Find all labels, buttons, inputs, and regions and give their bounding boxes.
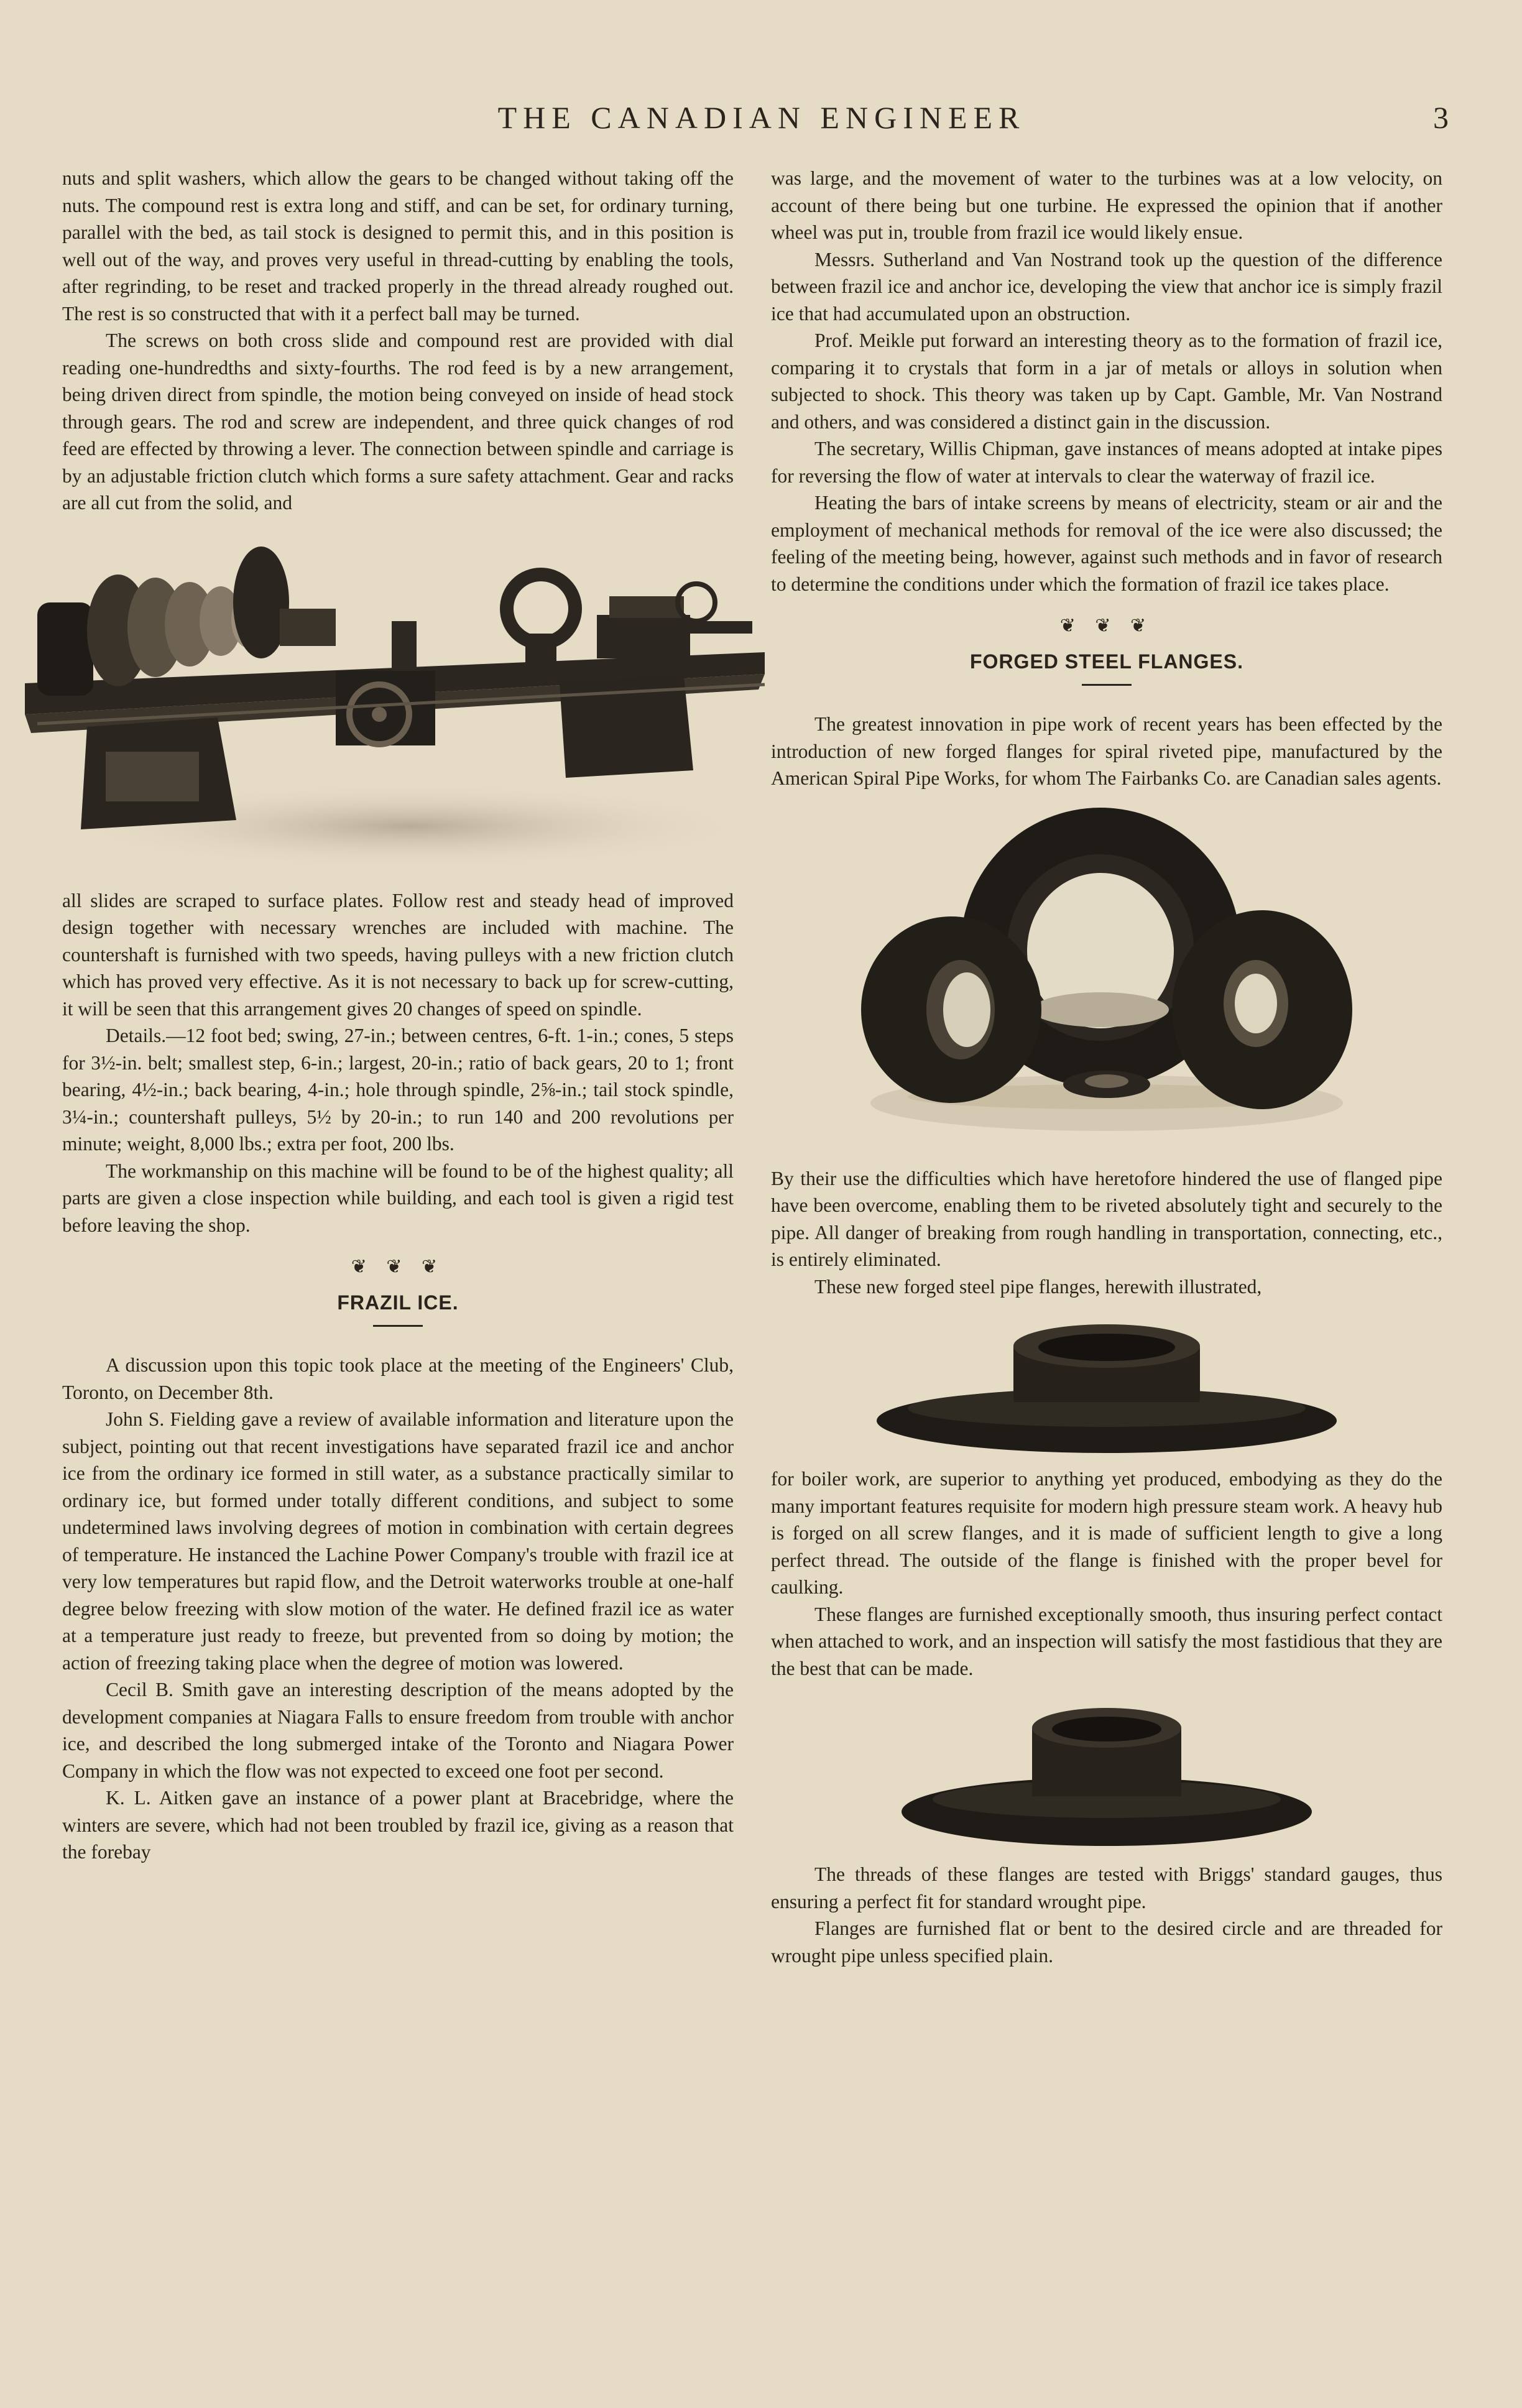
right-column [771,165,1442,1969]
flanges-paragraph-7: Flanges are furnished flat or bent to the desired circle and are threaded for wrought pipe unless specified plain. [771,1917,1442,1967]
bent-flange-illustration [889,1697,1324,1852]
frazil-paragraph-2: John S. Fielding gave a review of available information and literature upon the subject, pointing out that recent investigations have separated frazil ice and anchor ice from the ordinary ice formed in still water, as a substance practically similar to ordinary ice, but formed under totally different conditions, and subject to some undetermined laws involving degrees of motion in combination with certain degrees of temperature. He instanced the Lachine Power Company's trouble with frazil ice at very low temperatures but rapid flow, and the Detroit waterworks trouble at one-half degree below freezing with slow motion of the water. He defined frazil ice as water at a temperature just ready to freeze, but prevented from so doing by motion; the action of freezing taking place when the degree of motion was lowered. [62,1408,734,1674]
flange-group-illustration [852,805,1362,1153]
lathe-paragraph-2: The screws on both cross slide and compound rest are provided with dial reading one-hundredths and sixty-fourths. The rod feed is by a new arrangement, being driven direct from spindle, the motion being conveyed on inside of head stock through gears. The rod and screw are independent, and three quick changes of rod feed are effected by throwing a lever. The connection between spindle and carriage is by an adjustable friction clutch which forms a sure safety attachment. Gear and racks are all cut from the solid, and [62,330,734,514]
frazil-paragraph-8: The secretary, Willis Chipman, gave instances of means adopted at intake pipes for reversing the flow of water at intervals to clear the waterway of frazil ice. [771,438,1442,487]
left-column [62,165,734,1866]
page-header [62,99,1461,143]
flanges-paragraph-1: The greatest innovation in pipe work of recent years has been effected by the introduction of new forged flanges for spiral riveted pipe, manufactured by the American Spiral Pipe Works, for whom The Fairbanks Co. are Canadian sales agents. [771,713,1442,789]
frazil-paragraph-4: K. L. Aitken gave an instance of a power plant at Bracebridge, where the winters are severe, which had not been troubled by frazil ice, giving as a reason that the forebay [62,1787,734,1863]
lathe-paragraph-5: The workmanship on this machine will be found to be of the highest quality; all parts are given a close inspection while building, and each tool is given a rigid test before leaving the shop. [62,1160,734,1236]
section-ornament: ❦ ❦ ❦ [351,1257,445,1277]
frazil-paragraph-9: Heating the bars of intake screens by means of electricity, steam or air and the employment of mechanical methods for removal of the ice were also discussed; the feeling of the meeting being, however, against such methods and in favor of research to determine the conditions under which the formation of frazil ice takes place. [771,492,1442,595]
frazil-paragraph-7: Prof. Meikle put forward an interesting theory as to the formation of frazil ice, comparing it to crystals that form in a jar of metals or alloys in solution when subjected to shock. This theory was taken up by Capt. Gamble, Mr. Van Nostrand and others, and was considered a distinct gain in the discussion. [771,330,1442,433]
lathe-paragraph-3: all slides are scraped to surface plates. Follow rest and steady head of improved design together with necessary wrenches are included with machine. The countershaft is furnished with two speeds, having pulleys with a new friction clutch which has proved very effective. As it is not necessary to back up for screw-cutting, it will be seen that this arrangement gives 20 changes of speed on spindle. [62,889,734,1020]
flanges-paragraph-4: for boiler work, are superior to anything yet produced, embodying as they do the many important features requisite for modern high pressure steam work. A heavy hub is forged on all screw flanges, and it is made of sufficient length to give a long perfect thread. The outside of the flange is finished with the proper bevel for caulking. [771,1468,1442,1598]
heading-rule [1082,684,1132,686]
page-number: 3 [1433,100,1449,135]
frazil-paragraph-3: Cecil B. Smith gave an interesting description of the means adopted by the development companies at Niagara Falls to ensure freedom from trouble with anchor ice, and described the long submerged intake of the Toronto and Niagara Power Company in which the flow was not expected to exceed one foot per second. [62,1679,734,1782]
journal-title: THE CANADIAN ENGINEER [497,100,1026,135]
forged-steel-flanges-heading: FORGED STEEL FLANGES. [970,650,1243,673]
flanges-paragraph-6: The threads of these flanges are tested with Briggs' standard gauges, thus ensuring a perfect fit for standard wrought pipe. [771,1863,1442,1912]
flanges-paragraph-5: These flanges are furnished exceptionally smooth, thus insuring perfect contact when attached to work, and an inspection will satisfy the most fastidious that they are the best that can be made. [771,1603,1442,1679]
flanges-paragraph-3: These new forged steel pipe flanges, herewith illustrated, [814,1275,1262,1298]
frazil-paragraph-1: A discussion upon this topic took place at the meeting of the Engineers' Club, Toronto, on December 8th. [62,1354,734,1403]
lathe-illustration [12,528,777,876]
flanges-paragraph-2: By their use the difficulties which have heretofore hindered the use of flanged pipe have been overcome, enabling them to be riveted absolutely tight and securely to the pipe. All danger of breaking from rough handling in transportation, connecting, etc., is entirely eliminated. [771,1167,1442,1270]
section-ornament: ❦ ❦ ❦ [1059,616,1154,636]
frazil-paragraph-6: Messrs. Sutherland and Van Nostrand took up the question of the difference between frazil ice and anchor ice, developing the view that anchor ice is simply frazil ice that had accumulated upon an obstruction. [771,248,1442,325]
lathe-paragraph-1: nuts and split washers, which allow the gears to be changed without taking off the nuts. The compound rest is extra long and stiff, and can be set, for ordinary turning, parallel with the bed, as tail stock is designed to permit this, and in this position is well out of the way, and proves very useful in thread-cutting by enabling the tools, after regrinding, to be reset and tracked properly in the thread already roughed out. The rest is so constructed that with it a perfect ball may be turned. [62,167,734,325]
flat-flange-illustration [870,1315,1343,1458]
frazil-ice-heading: FRAZIL ICE. [337,1291,459,1314]
lathe-details: Details.—12 foot bed; swing, 27-in.; between centres, 6-ft. 1-in.; cones, 5 steps for 3½-in. belt; smallest step, 6-in.; largest, 20-in.; ratio of back gears, 20 to 1; front bearing, 4½-in.; back bearing, 4-in.; hole through spindle, 2⅝-in.; tail stock spindle, 3¼-in.; countershaft pulleys, 5½ by 20-in.; to run 140 and 200 revolutions per minute; weight, 8,000 lbs.; extra per foot, 200 lbs. [62,1025,734,1155]
heading-rule [373,1325,423,1327]
frazil-paragraph-5: was large, and the movement of water to the turbines was at a low velocity, on account of there being but one turbine. He expressed the opinion that if another wheel was put in, trouble from frazil ice would likely ensue. [771,167,1442,243]
